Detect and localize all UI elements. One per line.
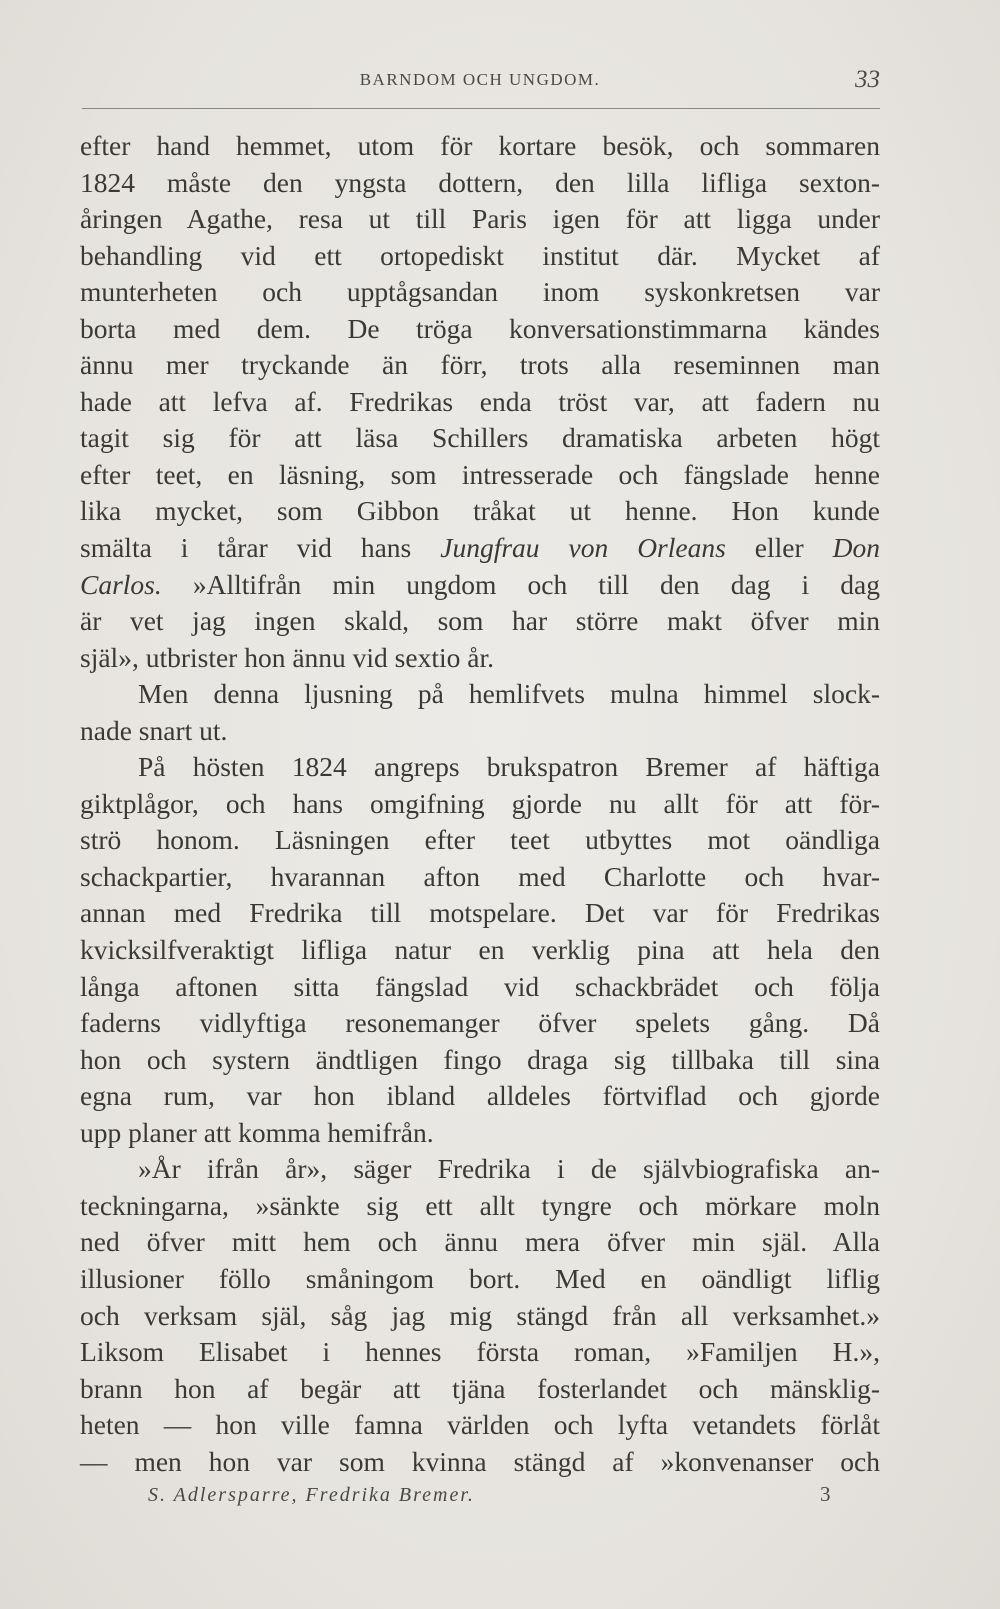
- text-line: och verksam själ, såg jag mig stängd från all verksamhet.»: [80, 1299, 880, 1331]
- work-title: Don: [832, 532, 880, 564]
- text-segment: eller: [725, 532, 833, 564]
- text-line: efter teet, en läsning, som intresserade och fängslade henne: [80, 458, 880, 490]
- text-line: teckningarna, »sänkte sig ett allt tyngre och mörkare moln: [80, 1189, 880, 1221]
- text-segment: smälta i tårar vid hans: [80, 532, 441, 564]
- text-line: är vet jag ingen skald, som har större makt öfver min: [80, 605, 880, 637]
- text-segment: »Alltifrån min ungdom och till den dag i dag: [161, 568, 880, 600]
- text-line: hade att lefva af. Fredrikas enda tröst var, att fadern nu: [80, 385, 880, 417]
- text-line: borta med dem. De tröga konversationstimmarna kändes: [80, 312, 880, 344]
- text-line: lika mycket, som Gibbon tråkat ut henne. Hon kunde: [80, 495, 880, 527]
- text-line: faderns vidlyftiga resonemanger öfver spelets gång. Då: [80, 1007, 880, 1039]
- text-line: själ», utbrister hon ännu vid sextio år.: [80, 641, 494, 673]
- text-line: tagit sig för att läsa Schillers dramatiska arbeten högt: [80, 422, 880, 454]
- text-line-with-titles: [80, 567, 880, 604]
- text-line: ned öfver mitt hem och ännu mera öfver min själ. Alla: [80, 1226, 880, 1258]
- text-line: 1824 måste den yngsta dottern, den lilla lifliga sexton-: [80, 166, 880, 198]
- work-title: Carlos.: [80, 568, 162, 600]
- text-line: efter hand hemmet, utom för kortare besök, och sommaren: [80, 130, 880, 161]
- text-line: heten — hon ville famna världen och lyfta vetandets förlåt: [80, 1409, 880, 1441]
- text-line: schackpartier, hvarannan afton med Charlotte och hvar-: [80, 860, 880, 892]
- text-line: »År ifrån år», säger Fredrika i de självbiografiska an-: [138, 1153, 880, 1185]
- text-line: Liksom Elisabet i hennes första roman, »Familjen H.»,: [80, 1336, 880, 1368]
- body-text: [80, 128, 880, 1480]
- text-line: behandling vid ett ortopediskt institut där. Mycket af: [80, 239, 880, 271]
- text-line: munterheten och upptågsandan inom syskonkretsen var: [80, 276, 880, 308]
- text-line: giktplågor, och hans omgifning gjorde nu allt för att för-: [80, 787, 880, 819]
- text-line: egna rum, var hon ibland alldeles förtviflad och gjorde: [80, 1080, 880, 1112]
- printer-signature: S. Adlersparre, Fredrika Bremer.: [148, 1484, 475, 1506]
- text-line: annan med Fredrika till motspelare. Det var för Fredrikas: [80, 897, 880, 929]
- text-line: På hösten 1824 angreps brukspatron Bremer af häftiga: [138, 751, 880, 783]
- text-line-with-titles: [80, 530, 880, 567]
- page-number: 33: [855, 66, 880, 93]
- text-line: nade snart ut.: [80, 714, 228, 746]
- text-line: långa aftonen sitta fängslad vid schackbrädet och följa: [80, 970, 880, 1002]
- text-line: hon och systern ändtligen fingo draga sig tillbaka till sina: [80, 1043, 880, 1075]
- work-title: Jungfrau von Orleans: [440, 532, 726, 564]
- text-line: åringen Agathe, resa ut till Paris igen för att ligga under: [80, 203, 880, 235]
- text-line: Men denna ljusning på hemlifvets mulna himmel slock-: [138, 678, 880, 710]
- running-title: BARNDOM OCH UNGDOM.: [359, 70, 601, 89]
- text-line: upp planer att komma hemifrån.: [80, 1116, 434, 1148]
- header-rule: [82, 108, 880, 109]
- text-line: strö honom. Läsningen efter teet utbyttes mot oändliga: [80, 824, 880, 856]
- text-line: brann hon af begär att tjäna fosterlandet och mänsklig-: [80, 1372, 880, 1404]
- running-head: [80, 66, 880, 106]
- signature-number: 3: [820, 1482, 831, 1506]
- text-line: ännu mer tryckande än förr, trots alla reseminnen man: [80, 349, 880, 381]
- text-line: kvicksilfveraktigt lifliga natur en verklig pina att hela den: [80, 934, 880, 966]
- text-line: illusioner föllo småningom bort. Med en oändligt liflig: [80, 1262, 880, 1294]
- text-line: — men hon var som kvinna stängd af »konvenanser och: [80, 1445, 880, 1477]
